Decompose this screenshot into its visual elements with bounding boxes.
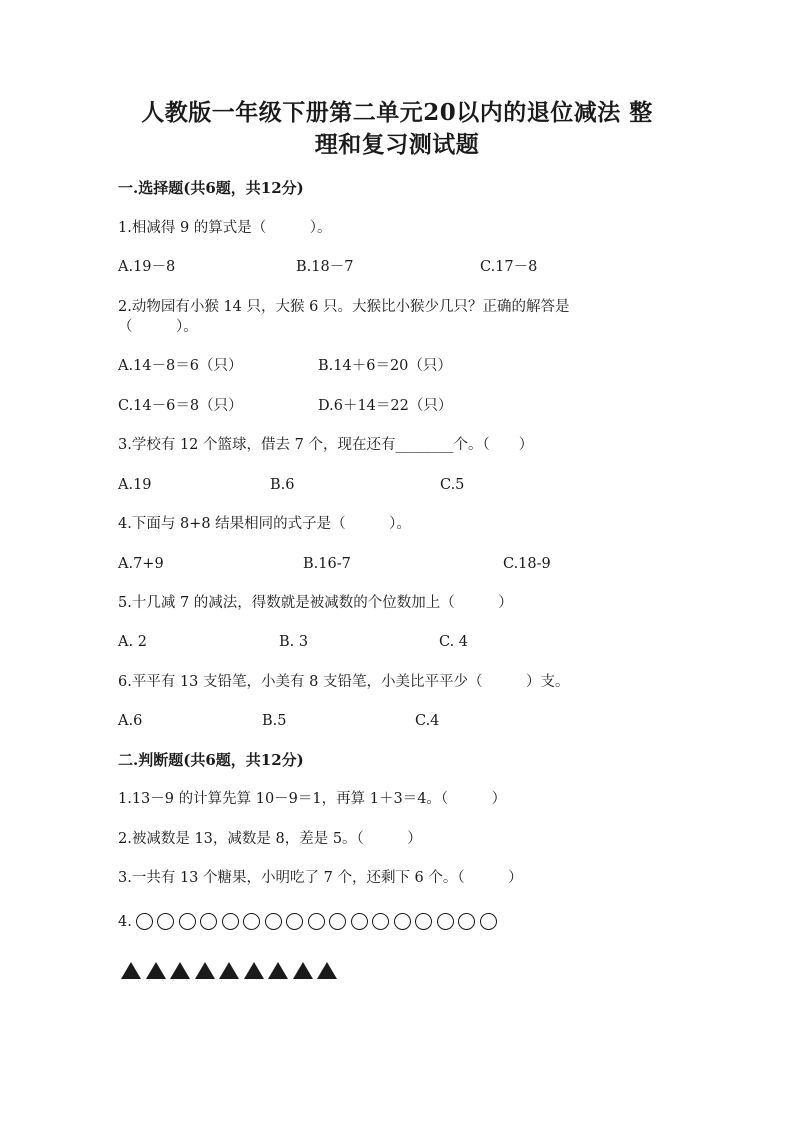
q1-5-option-c: C. 4 bbox=[439, 634, 469, 650]
q1-6-option-b: B.5 bbox=[262, 713, 287, 729]
circle-shape bbox=[136, 913, 153, 930]
circle-shape bbox=[179, 913, 196, 930]
question-1-3: 3.学校有 12 个篮球，借去 7 个，现在还有________个。（ ） bbox=[118, 437, 534, 453]
triangle-shape bbox=[146, 962, 166, 979]
q1-3-option-c: C.5 bbox=[440, 477, 465, 493]
triangle-shape bbox=[219, 962, 239, 979]
question-2-1: 1.13－9 的计算先算 10－9＝1，再算 1＋3＝4。（ ） bbox=[118, 791, 507, 807]
circle-group bbox=[136, 913, 502, 930]
question-2-2: 2.被减数是 13，减数是 8，差是 5。（ ） bbox=[118, 831, 422, 847]
triangle-shape bbox=[195, 962, 215, 979]
circle-shape bbox=[351, 913, 368, 930]
q1-1-option-a: A.19－8 bbox=[118, 259, 176, 275]
question-1-4: 4.下面与 8+8 结果相同的式子是（ ）。 bbox=[118, 516, 411, 532]
triangle-shape bbox=[170, 962, 190, 979]
q1-4-option-c: C.18-9 bbox=[503, 556, 551, 572]
q1-2-option-d: D.6＋14＝22（只） bbox=[318, 398, 453, 414]
triangle-shape bbox=[244, 962, 264, 979]
section-heading-judgement: 二.判断题(共6题，共12分) bbox=[118, 751, 304, 769]
q1-3-option-b: B.6 bbox=[270, 477, 295, 493]
question-2-4-triangles-row bbox=[121, 962, 342, 979]
q1-4-option-a: A.7+9 bbox=[118, 556, 164, 572]
triangle-shape bbox=[317, 962, 337, 979]
q1-5-option-a: A. 2 bbox=[118, 634, 147, 650]
circle-shape bbox=[458, 913, 475, 930]
section-heading-choice: 一.选择题(共6题，共12分) bbox=[118, 179, 304, 197]
page-title-line-1: 人教版一年级下册第二单元20以内的退位减法 整 bbox=[141, 99, 653, 126]
circle-shape bbox=[286, 913, 303, 930]
circle-shape bbox=[308, 913, 325, 930]
circle-shape bbox=[394, 913, 411, 930]
q1-2-option-c: C.14－6＝8（只） bbox=[118, 398, 243, 414]
q1-6-option-a: A.6 bbox=[118, 713, 143, 729]
q1-2-option-a: A.14－8＝6（只） bbox=[118, 358, 243, 374]
triangle-shape bbox=[268, 962, 288, 979]
circle-shape bbox=[329, 913, 346, 930]
q1-4-option-b: B.16-7 bbox=[303, 556, 351, 572]
question-1-6: 6.平平有 13 支铅笔，小美有 8 支铅笔，小美比平平少（ ）支。 bbox=[118, 674, 570, 690]
q1-5-option-b: B. 3 bbox=[279, 634, 309, 650]
q1-3-option-a: A.19 bbox=[118, 477, 152, 493]
q1-1-option-c: C.17－8 bbox=[480, 259, 538, 275]
q1-1-option-b: B.18－7 bbox=[296, 259, 354, 275]
page-title-line-2: 理和复习测试题 bbox=[314, 131, 480, 158]
q1-2-option-b: B.14＋6＝20（只） bbox=[318, 358, 452, 374]
circle-shape bbox=[415, 913, 432, 930]
circle-shape bbox=[265, 913, 282, 930]
circle-shape bbox=[157, 913, 174, 930]
triangle-group bbox=[121, 962, 342, 979]
circle-shape bbox=[437, 913, 454, 930]
triangle-shape bbox=[121, 962, 141, 979]
question-2-3: 3.一共有 13 个糖果，小明吃了 7 个，还剩下 6 个。（ ） bbox=[118, 870, 523, 886]
circle-shape bbox=[222, 913, 239, 930]
circle-shape bbox=[372, 913, 389, 930]
question-2-4-number: 4. bbox=[118, 913, 132, 930]
triangle-shape bbox=[293, 962, 313, 979]
question-1-2: 2.动物园有小猴 14 只，大猴 6 只。大猴比小猴少几只？正确的解答是（ ）。 bbox=[118, 299, 570, 335]
question-2-4-circles-row bbox=[118, 913, 501, 930]
q1-6-option-c: C.4 bbox=[415, 713, 440, 729]
circle-shape bbox=[480, 913, 497, 930]
circle-shape bbox=[243, 913, 260, 930]
circle-shape bbox=[200, 913, 217, 930]
question-1-1: 1.相减得 9 的算式是（ ）。 bbox=[118, 220, 332, 236]
question-1-5: 5.十几减 7 的减法，得数就是被减数的个位数加上（ ） bbox=[118, 595, 513, 611]
